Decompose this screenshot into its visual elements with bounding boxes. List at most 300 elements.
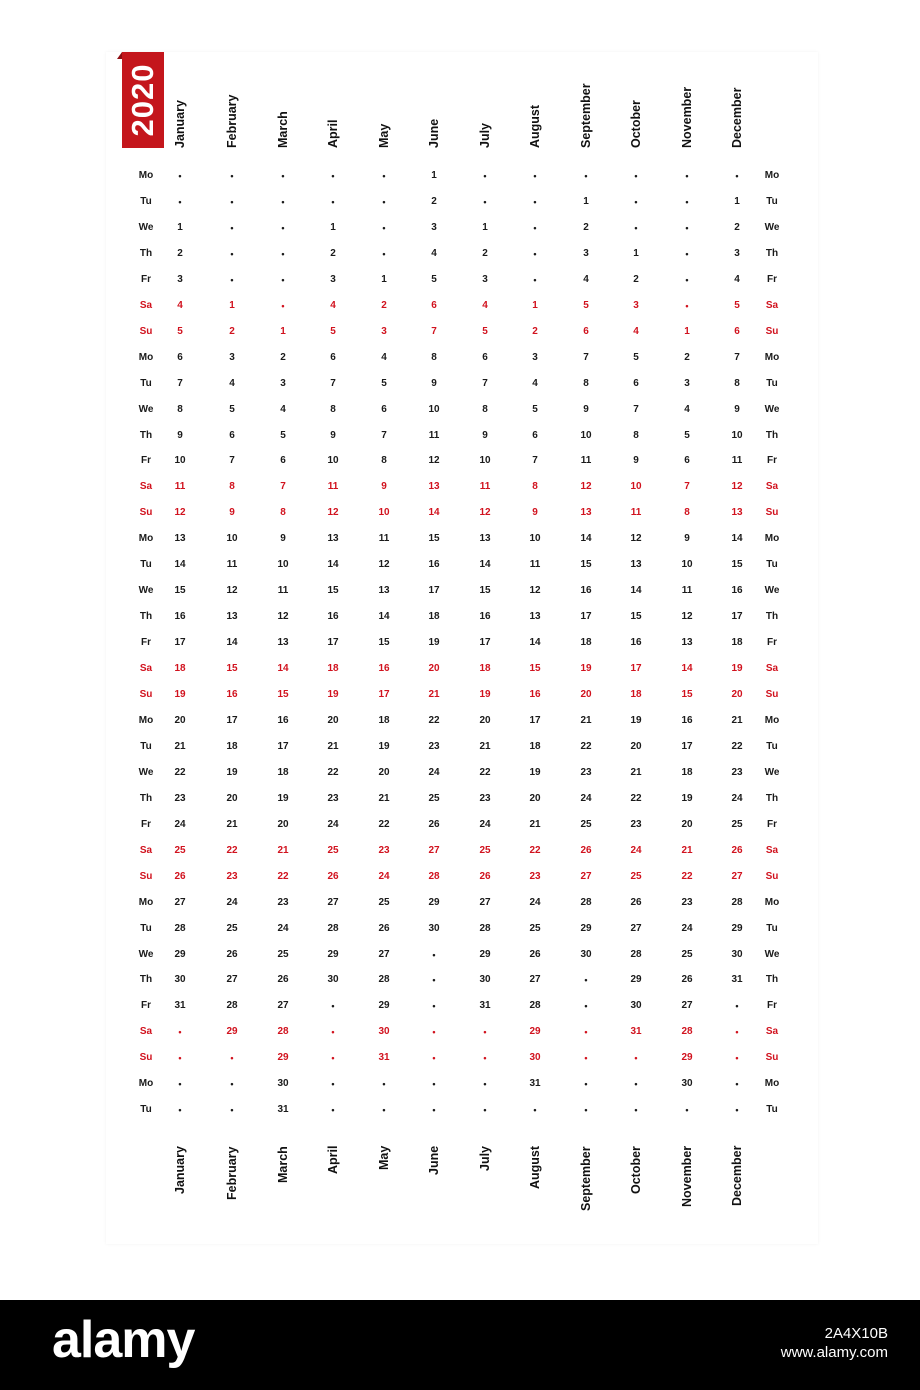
day-cell: 19	[479, 689, 491, 700]
empty-day-marker: •	[685, 1105, 689, 1116]
weekday-label-left: Sa	[139, 299, 153, 311]
weekday-label-left: Th	[139, 792, 153, 804]
day-cell: 8	[633, 429, 639, 441]
month-label-top-august: August	[528, 104, 542, 148]
day-cell: 24	[174, 818, 186, 830]
day-cell: 31	[731, 974, 743, 986]
day-cell: 19	[277, 792, 289, 804]
day-cell: 3	[633, 299, 639, 311]
day-cell: 21	[630, 766, 642, 778]
day-cell: 11	[327, 481, 339, 493]
day-cell: 8	[583, 377, 589, 389]
day-cell: 8	[330, 403, 336, 415]
empty-day-marker: •	[230, 171, 234, 181]
day-cell: 16	[277, 714, 289, 726]
day-cell: 7	[229, 455, 235, 467]
day-cell: 27	[327, 896, 339, 908]
day-cell: 28	[428, 870, 440, 882]
weekday-label-left: Mo	[138, 1078, 154, 1090]
empty-day-marker: •	[735, 1105, 739, 1116]
weekday-label-left: Tu	[140, 377, 152, 389]
day-cell: 17	[479, 637, 491, 649]
day-cell: 17	[174, 637, 186, 649]
day-cell: 20	[226, 792, 238, 804]
day-cell: 10	[327, 455, 339, 467]
day-cell: 3	[177, 273, 183, 285]
weekday-label-right: Sa	[765, 299, 779, 311]
day-cell: 22	[327, 766, 339, 778]
day-cell: 23	[327, 792, 339, 804]
empty-day-marker: •	[230, 248, 234, 259]
day-cell: 11	[479, 481, 491, 493]
day-cell: 13	[327, 533, 339, 545]
day-cell: 13	[226, 611, 238, 623]
day-cell: 25	[529, 922, 541, 934]
day-cell: 21	[479, 740, 491, 752]
day-cell: 7	[633, 403, 639, 415]
day-cell: 21	[731, 714, 743, 726]
empty-day-marker: •	[432, 1001, 436, 1012]
empty-day-marker: •	[178, 1105, 182, 1116]
day-cell: 27	[378, 948, 390, 960]
day-cell: 23	[174, 792, 186, 804]
day-cell: 27	[529, 974, 541, 986]
empty-day-marker: •	[685, 196, 689, 207]
empty-day-marker: •	[685, 222, 689, 233]
month-label-top-may: May	[377, 123, 391, 148]
day-cell: 21	[580, 714, 592, 726]
day-cell: 6	[177, 351, 183, 363]
weekday-label-left: Tu	[140, 195, 152, 207]
day-cell: 28	[681, 1026, 693, 1038]
weekday-label-left: We	[138, 766, 154, 778]
day-cell: 17	[630, 663, 642, 675]
day-cell: 14	[479, 559, 491, 571]
empty-day-marker: •	[483, 171, 487, 181]
day-cell: 9	[431, 377, 437, 389]
day-cell: 30	[428, 922, 440, 934]
day-cell: 2	[482, 247, 488, 259]
day-cell: 26	[174, 870, 186, 882]
day-cell: 12	[529, 585, 541, 597]
weekday-label-left: Sa	[139, 844, 153, 856]
day-cell: 30	[529, 1052, 541, 1064]
empty-day-marker: •	[735, 1053, 739, 1064]
month-label-bottom-october: October	[629, 1146, 643, 1194]
day-cell: 17	[580, 611, 592, 623]
day-cell: 30	[731, 948, 743, 960]
day-cell: 22	[479, 766, 491, 778]
weekday-label-left: Fr	[141, 1000, 151, 1012]
empty-day-marker: •	[483, 1105, 487, 1116]
day-cell: 24	[630, 844, 642, 856]
day-cell: 6	[431, 299, 437, 311]
day-cell: 27	[580, 870, 592, 882]
day-cell: 10	[731, 429, 743, 441]
day-cell: 3	[532, 351, 538, 363]
weekday-label-left: Th	[139, 429, 153, 441]
day-cell: 16	[529, 689, 541, 700]
weekday-label-left: We	[138, 221, 154, 233]
weekday-label-right: Fr	[767, 455, 777, 467]
day-cell: 2	[633, 273, 639, 285]
day-cell: 20	[174, 714, 186, 726]
day-cell: 17	[731, 611, 743, 623]
day-cell: 27	[731, 870, 743, 882]
day-cell: 21	[226, 818, 238, 830]
empty-day-marker: •	[281, 171, 285, 181]
weekday-label-left: Fr	[141, 455, 151, 467]
day-cell: 18	[428, 611, 440, 623]
weekday-label-right: Su	[765, 507, 779, 519]
day-cell: 12	[174, 507, 186, 519]
empty-day-marker: •	[331, 1105, 335, 1116]
weekday-label-left: Su	[139, 325, 153, 337]
day-cell: 27	[174, 896, 186, 908]
day-cell: 2	[381, 299, 387, 311]
day-cell: 15	[226, 663, 238, 675]
day-cell: 9	[482, 429, 488, 441]
day-cell: 16	[327, 611, 339, 623]
day-cell: 31	[529, 1078, 541, 1090]
day-cell: 10	[580, 429, 592, 441]
day-cell: 25	[731, 818, 743, 830]
weekday-label-left: Mo	[138, 351, 154, 363]
day-cell: 17	[428, 585, 440, 597]
day-cell: 14	[731, 533, 743, 545]
month-label-top-march: March	[276, 111, 290, 148]
empty-day-marker: •	[331, 171, 335, 181]
day-cell: 29	[378, 1000, 390, 1012]
day-cell: 16	[479, 611, 491, 623]
day-cell: 28	[630, 948, 642, 960]
day-cell: 10	[681, 559, 693, 571]
weekday-label-left: Mo	[138, 170, 154, 181]
empty-day-marker: •	[634, 1079, 638, 1090]
day-cell: 5	[583, 299, 589, 311]
month-label-bottom-april: April	[326, 1145, 340, 1174]
empty-day-marker: •	[382, 248, 386, 259]
weekday-label-right: We	[764, 948, 780, 960]
empty-day-marker: •	[230, 196, 234, 207]
day-cell: 11	[580, 455, 592, 467]
weekday-label-right: Th	[765, 429, 779, 441]
day-cell: 13	[174, 533, 186, 545]
month-label-top-june: June	[427, 118, 441, 148]
empty-day-marker: •	[584, 1001, 588, 1012]
day-cell: 25	[174, 844, 186, 856]
weekday-label-right: Tu	[766, 740, 778, 752]
day-cell: 7	[431, 325, 437, 337]
day-cell: 19	[378, 740, 390, 752]
empty-day-marker: •	[483, 1027, 487, 1038]
day-cell: 16	[731, 585, 743, 597]
month-label-bottom-june: June	[427, 1145, 441, 1175]
day-cell: 9	[280, 533, 286, 545]
empty-day-marker: •	[331, 196, 335, 207]
day-cell: 15	[277, 689, 289, 700]
day-cell: 25	[681, 948, 693, 960]
day-cell: 3	[431, 221, 437, 233]
image-id: 2A4X10B	[824, 1325, 888, 1342]
day-cell: 2	[431, 195, 437, 207]
weekday-label-right: Tu	[766, 559, 778, 571]
day-cell: 23	[580, 766, 592, 778]
day-cell: 3	[482, 273, 488, 285]
day-cell: 5	[330, 325, 336, 337]
day-cell: 17	[681, 740, 693, 752]
day-cell: 26	[479, 870, 491, 882]
day-cell: 8	[280, 507, 286, 519]
month-label-bottom-december: December	[730, 1145, 744, 1206]
day-cell: 14	[681, 663, 693, 675]
day-cell: 2	[583, 221, 589, 233]
day-cell: 11	[226, 559, 238, 571]
empty-day-marker: •	[230, 1079, 234, 1090]
day-cell: 1	[280, 325, 286, 337]
day-cell: 16	[681, 714, 693, 726]
day-cell: 10	[277, 559, 289, 571]
day-cell: 23	[277, 896, 289, 908]
empty-day-marker: •	[281, 196, 285, 207]
empty-day-marker: •	[685, 300, 689, 311]
month-label-top-october: October	[629, 100, 643, 148]
day-cell: 13	[529, 611, 541, 623]
day-cell: 25	[428, 792, 440, 804]
weekday-label-left: Th	[139, 611, 153, 623]
day-cell: 29	[174, 948, 186, 960]
empty-day-marker: •	[432, 975, 436, 986]
day-cell: 13	[681, 637, 693, 649]
day-cell: 31	[479, 1000, 491, 1012]
day-cell: 28	[479, 922, 491, 934]
day-cell: 18	[681, 766, 693, 778]
day-cell: 11	[378, 533, 390, 545]
day-cell: 24	[479, 818, 491, 830]
weekday-label-right: We	[764, 403, 780, 415]
day-cell: 1	[229, 299, 235, 311]
day-cell: 30	[479, 974, 491, 986]
empty-day-marker: •	[483, 1079, 487, 1090]
empty-day-marker: •	[735, 171, 739, 181]
day-cell: 21	[681, 844, 693, 856]
month-label-top-december: December	[730, 87, 744, 148]
day-cell: 25	[277, 948, 289, 960]
day-cell: 7	[330, 377, 336, 389]
day-cell: 3	[381, 325, 387, 337]
day-cell: 11	[681, 585, 693, 597]
weekday-label-right: Su	[765, 1052, 779, 1064]
weekday-label-left: Th	[139, 247, 153, 259]
calendar-card	[106, 52, 818, 1244]
day-cell: 23	[529, 870, 541, 882]
day-cell: 22	[580, 740, 592, 752]
day-cell: 1	[734, 195, 740, 207]
day-cell: 28	[226, 1000, 238, 1012]
day-cell: 6	[482, 351, 488, 363]
day-cell: 20	[327, 714, 339, 726]
day-cell: 16	[378, 663, 390, 675]
day-cell: 5	[734, 299, 740, 311]
empty-day-marker: •	[432, 1105, 436, 1116]
day-cell: 23	[731, 766, 743, 778]
day-cell: 29	[479, 948, 491, 960]
day-cell: 14	[226, 637, 238, 649]
empty-day-marker: •	[634, 196, 638, 207]
weekday-label-left: Su	[139, 870, 153, 882]
weekday-label-right: Su	[765, 689, 779, 700]
day-cell: 1	[177, 221, 183, 233]
empty-day-marker: •	[483, 196, 487, 207]
day-cell: 11	[731, 455, 743, 467]
weekday-label-left: Fr	[141, 818, 151, 830]
weekday-label-right: Tu	[766, 195, 778, 207]
empty-day-marker: •	[432, 1079, 436, 1090]
day-cell: 6	[583, 325, 589, 337]
weekday-label-right: Mo	[764, 714, 780, 726]
day-cell: 14	[378, 611, 390, 623]
day-cell: 29	[226, 1026, 238, 1038]
empty-day-marker: •	[331, 1001, 335, 1012]
weekday-label-right: Mo	[764, 170, 780, 181]
weekday-label-right: Sa	[765, 663, 779, 675]
weekday-label-left: Tu	[140, 559, 152, 571]
day-cell: 27	[428, 844, 440, 856]
day-cell: 8	[381, 455, 387, 467]
day-cell: 6	[633, 377, 639, 389]
day-cell: 15	[327, 585, 339, 597]
day-cell: 27	[630, 922, 642, 934]
weekday-label-left: Su	[139, 689, 153, 700]
day-cell: 30	[277, 1078, 289, 1090]
day-cell: 9	[583, 403, 589, 415]
day-cell: 27	[277, 1000, 289, 1012]
day-cell: 26	[580, 844, 592, 856]
day-cell: 11	[428, 429, 440, 441]
day-cell: 11	[277, 585, 289, 597]
day-cell: 29	[327, 948, 339, 960]
day-cell: 12	[479, 507, 491, 519]
stock-logo: alamy	[52, 1311, 195, 1369]
weekday-label-right: Mo	[764, 351, 780, 363]
day-cell: 5	[381, 377, 387, 389]
month-label-bottom-november: November	[680, 1145, 694, 1207]
day-cell: 30	[580, 948, 592, 960]
day-cell: 9	[734, 403, 740, 415]
day-cell: 28	[580, 896, 592, 908]
day-cell: 31	[630, 1026, 642, 1038]
day-cell: 4	[381, 351, 387, 363]
empty-day-marker: •	[533, 171, 537, 181]
weekday-label-left: We	[138, 948, 154, 960]
day-cell: 19	[327, 689, 339, 700]
day-cell: 4	[280, 403, 286, 415]
day-cell: 29	[529, 1026, 541, 1038]
empty-day-marker: •	[584, 1079, 588, 1090]
empty-day-marker: •	[281, 222, 285, 233]
day-cell: 28	[327, 922, 339, 934]
day-cell: 12	[681, 611, 693, 623]
day-cell: 26	[731, 844, 743, 856]
empty-day-marker: •	[735, 1027, 739, 1038]
day-cell: 2	[330, 247, 336, 259]
day-cell: 19	[681, 792, 693, 804]
day-cell: 24	[378, 870, 390, 882]
day-cell: 15	[731, 559, 743, 571]
day-cell: 23	[630, 818, 642, 830]
month-label-bottom-july: July	[478, 1145, 492, 1171]
empty-day-marker: •	[584, 1105, 588, 1116]
day-cell: 13	[731, 507, 743, 519]
day-cell: 17	[327, 637, 339, 649]
day-cell: 16	[630, 637, 642, 649]
day-cell: 20	[529, 792, 541, 804]
day-cell: 10	[479, 455, 491, 467]
day-cell: 8	[482, 403, 488, 415]
day-cell: 24	[226, 896, 238, 908]
empty-day-marker: •	[735, 1079, 739, 1090]
day-cell: 18	[226, 740, 238, 752]
day-cell: 2	[684, 351, 690, 363]
month-label-top-january: January	[173, 100, 187, 148]
day-cell: 20	[378, 766, 390, 778]
empty-day-marker: •	[382, 222, 386, 233]
day-cell: 26	[428, 818, 440, 830]
day-cell: 10	[529, 533, 541, 545]
empty-day-marker: •	[281, 300, 285, 311]
empty-day-marker: •	[382, 171, 386, 181]
empty-day-marker: •	[178, 171, 182, 181]
weekday-label-right: Fr	[767, 273, 777, 285]
weekday-label-right: Tu	[766, 1104, 778, 1116]
day-cell: 10	[630, 481, 642, 493]
day-cell: 25	[479, 844, 491, 856]
day-cell: 1	[583, 195, 589, 207]
day-cell: 13	[428, 481, 440, 493]
day-cell: 20	[681, 818, 693, 830]
day-cell: 8	[177, 403, 183, 415]
day-cell: 18	[630, 689, 642, 700]
day-cell: 9	[381, 481, 387, 493]
day-cell: 12	[327, 507, 339, 519]
weekday-label-left: Sa	[139, 1026, 153, 1038]
empty-day-marker: •	[533, 274, 537, 285]
weekday-label-left: Th	[139, 974, 153, 986]
day-cell: 24	[277, 922, 289, 934]
empty-day-marker: •	[230, 1105, 234, 1116]
day-cell: 10	[378, 507, 390, 519]
day-cell: 4	[431, 247, 437, 259]
day-cell: 18	[378, 714, 390, 726]
empty-day-marker: •	[634, 222, 638, 233]
day-cell: 2	[177, 247, 183, 259]
day-cell: 29	[731, 922, 743, 934]
day-cell: 1	[431, 170, 437, 181]
day-cell: 30	[378, 1026, 390, 1038]
month-label-top-september: September	[579, 83, 593, 148]
day-cell: 8	[684, 507, 690, 519]
day-cell: 14	[277, 663, 289, 675]
day-cell: 10	[428, 403, 440, 415]
weekday-label-left: We	[138, 585, 154, 597]
day-cell: 6	[280, 455, 286, 467]
day-cell: 15	[681, 689, 693, 700]
empty-day-marker: •	[230, 274, 234, 285]
day-cell: 19	[580, 663, 592, 675]
day-cell: 22	[731, 740, 743, 752]
day-cell: 9	[532, 507, 538, 519]
day-cell: 12	[630, 533, 642, 545]
